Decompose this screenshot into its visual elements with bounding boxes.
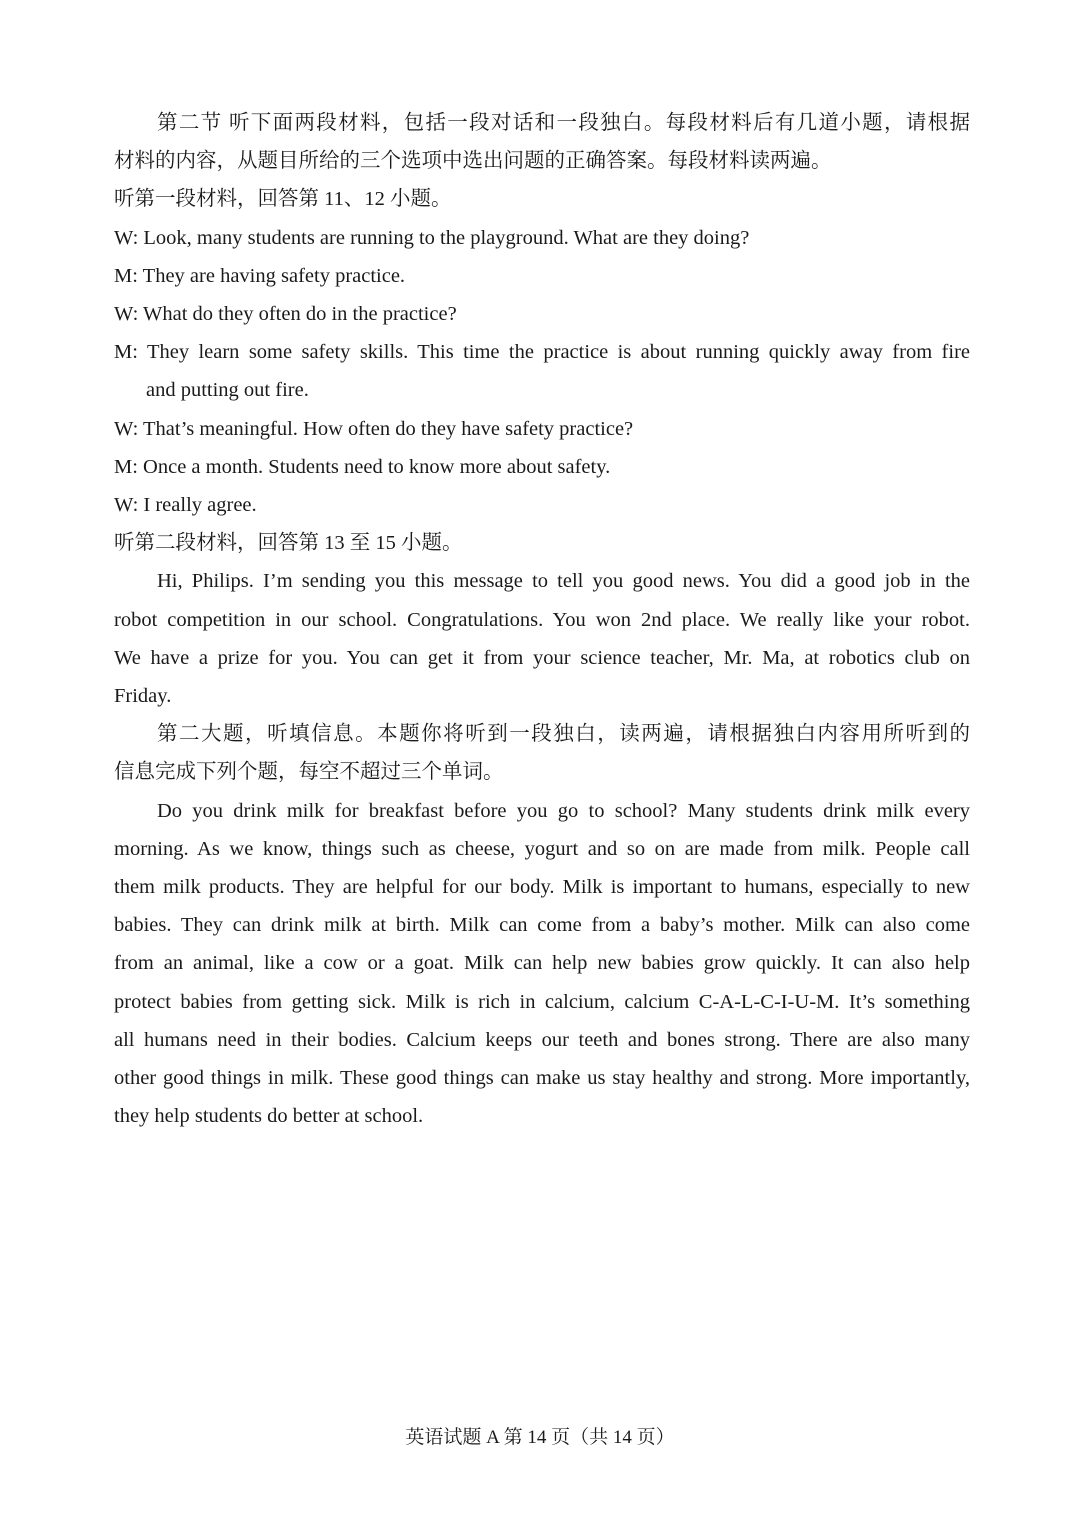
dialogue-line: W: Look, many students are running to the playground. What are they doing? [114, 226, 750, 249]
message-line: We have a prize for you. You can get it from your science teacher, Mr. Ma, at robotics club on [114, 646, 970, 669]
part-two-heading-line-1: 第二大题，听填信息。本题你将听到一段独白，读两遍，请根据独白内容用所听到的 [157, 723, 970, 746]
dialogue-line: M: Once a month. Students need to know more about safety. [114, 455, 611, 478]
monologue-line: from an animal, like a cow or a goat. Milk can help new babies grow quickly. It can also help [114, 952, 970, 975]
material-one-instruction: 听第一段材料，回答第 11、12 小题。 [114, 188, 452, 211]
monologue-line: them milk products. They are helpful for our body. Milk is important to humans, especially to new [114, 876, 970, 899]
dialogue-line: W: I really agree. [114, 494, 257, 517]
dialogue-transcript [114, 219, 970, 525]
monologue-line: all humans need in their bodies. Calcium keeps our teeth and bones strong. There are also many [114, 1028, 970, 1051]
dialogue-line: M: They learn some safety skills. This time the practice is about running quickly away from fire [114, 341, 970, 364]
part-two-heading-line-2: 信息完成下列个题，每空不超过三个单词。 [114, 761, 504, 784]
monologue-line: morning. As we know, things such as cheese, yogurt and so on are made from milk. People call [114, 837, 970, 860]
material-two-instruction: 听第二段材料，回答第 13 至 15 小题。 [114, 532, 463, 555]
monologue-transcript [114, 792, 970, 1136]
message-transcript [114, 562, 970, 715]
section-two-heading-line-2: 材料的内容，从题目所给的三个选项中选出问题的正确答案。每段材料读两遍。 [114, 150, 832, 173]
message-line: Hi, Philips. I’m sending you this message to tell you good news. You did a good job in the [157, 570, 970, 593]
section-two-heading-line-1: 第二节 听下面两段材料，包括一段对话和一段独白。每段材料后有几道小题，请根据 [157, 112, 970, 134]
monologue-line: babies. They can drink milk at birth. Milk can come from a baby’s mother. Milk can also come [114, 914, 970, 937]
page-footer: 英语试题 A 第 14 页（共 14 页） [405, 1427, 675, 1448]
message-line: Friday. [114, 685, 172, 708]
monologue-line: other good things in milk. These good things can make us stay healthy and strong. More importantly, [114, 1067, 970, 1090]
dialogue-line: M: They are having safety practice. [114, 264, 406, 287]
monologue-line: they help students do better at school. [114, 1105, 424, 1128]
monologue-line: Do you drink milk for breakfast before you go to school? Many students drink milk every [157, 799, 970, 822]
message-line: robot competition in our school. Congratulations. You won 2nd place. We really like your robot. [114, 608, 970, 631]
exam-page-content [114, 104, 970, 1135]
dialogue-line: W: What do they often do in the practice? [114, 303, 457, 326]
dialogue-line: W: That’s meaningful. How often do they have safety practice? [114, 417, 634, 440]
dialogue-line-continuation: and putting out fire. [146, 379, 309, 402]
monologue-line: protect babies from getting sick. Milk is rich in calcium, calcium C-A-L-C-I-U-M. It’s something [114, 990, 970, 1013]
